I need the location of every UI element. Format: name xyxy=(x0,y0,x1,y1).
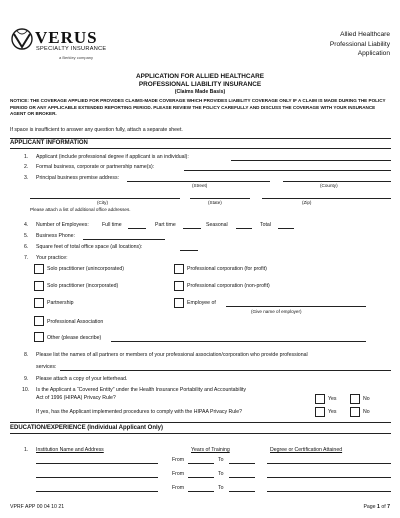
part-time-label: Part time xyxy=(155,222,176,228)
seasonal-field[interactable] xyxy=(236,228,252,229)
from-field[interactable] xyxy=(188,463,214,464)
hipaa-no-checkbox[interactable] xyxy=(350,394,360,404)
q7-number: 7. xyxy=(24,255,29,261)
logo-text: VERUS xyxy=(35,28,98,47)
other-practice-field[interactable] xyxy=(111,341,366,342)
title-line-1: APPLICATION FOR ALLIED HEALTHCARE xyxy=(135,73,265,80)
edu-col-years: Years of Training xyxy=(191,447,230,453)
part-time-field[interactable] xyxy=(183,228,201,229)
applicant-name-field[interactable] xyxy=(231,160,391,161)
from-label: From xyxy=(172,471,185,477)
hipaa-yes-label: Yes xyxy=(328,396,337,402)
q10-followup-label: If yes, has the Applicant implemented procedures to comply with the HIPAA Privacy Rule? xyxy=(36,409,243,415)
state-caption: (State) xyxy=(208,200,222,205)
section-rule-top xyxy=(10,138,391,139)
other-practice-checkbox[interactable] xyxy=(34,332,44,342)
education-rule-top xyxy=(10,422,391,423)
education-rule-bottom xyxy=(10,433,391,434)
applicant-section-title: APPLICANT INFORMATION xyxy=(10,140,88,146)
to-label: To xyxy=(218,457,224,463)
prof-corp-nonprofit-checkbox[interactable] xyxy=(174,281,184,291)
logo-subtitle: SPECIALTY INSURANCE xyxy=(36,46,107,52)
employee-of-label: Employee of xyxy=(187,300,216,306)
q4-label: Number of Employees: xyxy=(36,222,89,228)
title-line-3: (Claims Made Basis) xyxy=(174,89,226,95)
q5-number: 5. xyxy=(24,233,29,239)
q4-number: 4. xyxy=(24,222,29,228)
professional-association-label: Professional Association xyxy=(47,319,104,325)
q8-label: Please list the names of all partners or members of your professional association/corporation who provide professional xyxy=(36,352,308,358)
to-field[interactable] xyxy=(229,477,255,478)
institution-field[interactable] xyxy=(36,491,158,492)
prof-corp-nonprofit-label: Professional corporation (non-profit) xyxy=(187,283,270,289)
title-line-2: PROFESSIONAL LIABILITY INSURANCE xyxy=(138,81,262,88)
q1-number: 1. xyxy=(24,154,29,160)
city-caption: (City) xyxy=(97,200,108,205)
county-field[interactable] xyxy=(283,181,391,182)
q8-services-label: services: xyxy=(36,364,57,370)
prof-corp-profit-checkbox[interactable] xyxy=(174,264,184,274)
q8-number: 8. xyxy=(24,352,29,358)
q10-label-line1: Is the Applicant a “Covered Entity” under the Health Insurance Portability and Accountability xyxy=(36,387,246,393)
full-time-label: Full time xyxy=(102,222,122,228)
q2-label: Formal business, corporate or partnership name(s): xyxy=(36,164,155,170)
q3-label: Principal business premise address: xyxy=(36,175,120,181)
full-time-field[interactable] xyxy=(128,228,146,229)
degree-field[interactable] xyxy=(267,477,391,478)
logo-mark-icon xyxy=(10,27,34,51)
q7-label: Your practice: xyxy=(36,255,68,261)
institution-field[interactable] xyxy=(36,477,158,478)
logo-tagline: a Berkley company xyxy=(59,55,94,60)
partnership-label: Partnership xyxy=(47,300,74,306)
page-number xyxy=(363,504,390,510)
edu-col-degree: Degree or Certification Attained xyxy=(270,447,343,453)
to-field[interactable] xyxy=(229,491,255,492)
q1-label: Applicant (include professional degree if applicant is an individual): xyxy=(36,154,189,160)
notice-text: NOTICE: THE COVERAGE APPLIED FOR PROVIDES CLAIMS-MADE COVERAGE WHICH PROVIDES LIABILITY COVERAGE ONLY IF A CLAIM IS MADE DURING THE POLICY PERIOD OR ANY APPLICABLE EXTENDED REPORTING PERIOD. PLEASE REVIEW THE POLICY CAREFULLY AND DISCUSS THE COVERAGE WITH YOUR INSURANCE AGENT OR BROKER. xyxy=(10,98,386,117)
page-total: 7 xyxy=(387,504,390,510)
hipaa-comply-no-label: No xyxy=(363,409,370,415)
solo-incorporated-label: Solo practitioner (incorporated) xyxy=(47,283,119,289)
solo-unincorporated-checkbox[interactable] xyxy=(34,264,44,274)
city-field[interactable] xyxy=(30,198,180,199)
county-caption: (County) xyxy=(320,183,338,188)
q3-number: 3. xyxy=(24,175,29,181)
hipaa-yes-checkbox[interactable] xyxy=(315,394,325,404)
from-label: From xyxy=(172,485,185,491)
degree-field[interactable] xyxy=(267,491,391,492)
seasonal-label: Seasonal xyxy=(206,222,228,228)
employee-of-checkbox[interactable] xyxy=(174,298,184,308)
q9-label: Please attach a copy of your letterhead. xyxy=(36,376,128,382)
q5-label: Business Phone: xyxy=(36,233,75,239)
edu-col-institution: Institution Name and Address xyxy=(36,447,104,453)
street-field[interactable] xyxy=(127,181,270,182)
document-header-title xyxy=(330,30,390,59)
professional-association-checkbox[interactable] xyxy=(34,316,44,326)
solo-unincorporated-label: Solo practitioner (unincorporated) xyxy=(47,266,124,272)
business-phone-field[interactable] xyxy=(83,239,165,240)
zip-caption: (Zip) xyxy=(302,200,312,205)
education-section-title: EDUCATION/EXPERIENCE (Individual Applicant Only) xyxy=(10,425,164,431)
q2-number: 2. xyxy=(24,164,29,170)
to-label: To xyxy=(218,471,224,477)
hipaa-no-label: No xyxy=(363,396,370,402)
zip-field[interactable] xyxy=(262,198,391,199)
header-line-3: Application xyxy=(357,50,390,57)
partners-field[interactable] xyxy=(60,370,391,371)
q9-number: 9. xyxy=(24,376,29,382)
q6-number: 6. xyxy=(24,244,29,250)
hipaa-comply-yes-label: Yes xyxy=(328,409,337,415)
prof-corp-profit-label: Professional corporation (for profit) xyxy=(187,266,267,272)
hipaa-comply-no-checkbox[interactable] xyxy=(350,407,360,417)
form-id: VPRF APP 00 04 10 21 xyxy=(10,504,65,510)
section-rule-bottom xyxy=(10,148,391,149)
solo-incorporated-checkbox[interactable] xyxy=(34,281,44,291)
square-feet-field[interactable] xyxy=(180,250,198,251)
page-prefix: Page xyxy=(363,504,377,510)
q10-number: 10. xyxy=(22,387,30,393)
from-field[interactable] xyxy=(188,477,214,478)
total-field[interactable] xyxy=(278,228,294,229)
degree-field[interactable] xyxy=(267,463,391,464)
street-caption: (Street) xyxy=(192,183,208,188)
partnership-checkbox[interactable] xyxy=(34,298,44,308)
to-field[interactable] xyxy=(229,463,255,464)
header-line-1: Allied Healthcare xyxy=(340,31,390,38)
from-field[interactable] xyxy=(188,491,214,492)
q6-label: Square feet of total office space (all locations): xyxy=(36,244,143,250)
institution-field[interactable] xyxy=(36,463,158,464)
employer-hint: (Give name of employer) xyxy=(251,309,302,314)
attach-addresses-note: Please attach a list of additional office addresses. xyxy=(30,207,131,212)
hipaa-comply-yes-checkbox[interactable] xyxy=(315,407,325,417)
business-name-field[interactable] xyxy=(184,170,391,171)
header-line-2: Professional Liability xyxy=(329,40,390,48)
other-practice-label: Other (please describe) xyxy=(47,335,102,341)
to-label: To xyxy=(218,485,224,491)
page-current: 1 xyxy=(377,504,380,510)
edu-number: 1. xyxy=(24,447,29,453)
q10-label-line2: Act of 1996 (HIPAA) Privacy Rule? xyxy=(36,395,116,401)
state-field[interactable] xyxy=(190,198,250,199)
total-label: Total xyxy=(260,222,271,228)
from-label: From xyxy=(172,457,185,463)
employer-name-field[interactable] xyxy=(226,306,366,307)
page-of: of xyxy=(379,504,388,510)
insufficient-space-note: If space is insufficient to answer any question fully, attach a separate sheet. xyxy=(10,127,183,133)
